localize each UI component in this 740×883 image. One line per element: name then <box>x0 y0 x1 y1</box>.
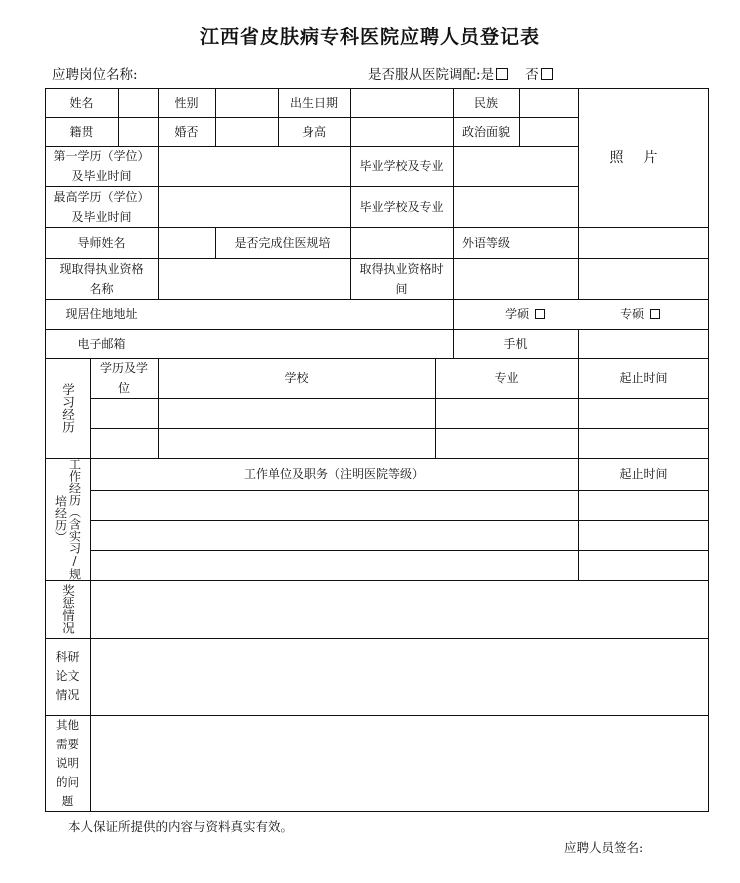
photo-box[interactable]: 照片 <box>609 149 678 166</box>
first-degree-input[interactable] <box>158 146 350 186</box>
other-line4: 的问 <box>56 775 79 789</box>
phone-input[interactable] <box>578 329 709 358</box>
work-row-1-period[interactable] <box>578 490 709 520</box>
highest-school-label: 毕业学校及专业 <box>359 199 444 214</box>
professional-master-checkbox[interactable] <box>650 309 660 319</box>
other-line3: 说明 <box>56 756 79 770</box>
study-section-label: 学习经历 <box>60 383 76 433</box>
research-line2: 论文 <box>55 669 80 683</box>
study-row-1-degree[interactable] <box>90 398 158 428</box>
study-row-2-degree[interactable] <box>90 428 158 458</box>
height-input[interactable] <box>350 117 453 146</box>
work-period-header: 起止时间 <box>619 467 668 481</box>
first-school-label: 毕业学校及专业 <box>359 159 444 173</box>
supervisor-label: 导师姓名 <box>77 235 126 250</box>
license-input[interactable] <box>158 258 350 299</box>
language-input[interactable] <box>519 227 578 258</box>
license-label <box>45 258 158 299</box>
work-section-label: 工作经历（含实习/规培经历） <box>53 458 82 580</box>
other-line1: 其他 <box>56 718 79 732</box>
study-period-header: 起止时间 <box>619 371 668 385</box>
license-time-label <box>350 258 453 299</box>
first-degree-line2: 及毕业时间 <box>71 169 132 183</box>
form-title: 江西省皮肤病专科医院应聘人员登记表 <box>199 26 540 48</box>
highest-degree-label <box>45 186 158 227</box>
name-input[interactable] <box>118 88 158 117</box>
professional-master-label: 专硕 <box>620 307 645 321</box>
gender-input[interactable] <box>215 88 278 117</box>
origin-label: 籍贯 <box>69 124 94 139</box>
study-row-2-school[interactable] <box>158 428 435 458</box>
address-label: 现居住地地址 <box>65 307 138 321</box>
awards-label: 奖惩情况 <box>60 584 76 634</box>
name-label: 姓名 <box>69 95 94 110</box>
obey-assignment-field <box>368 63 553 83</box>
phone-label: 手机 <box>503 336 528 351</box>
license-extra-input[interactable] <box>578 258 709 299</box>
study-row-1-major[interactable] <box>435 398 578 428</box>
first-degree-line1: 第一学历（学位） <box>53 149 150 163</box>
research-label <box>45 638 90 715</box>
guarantee-text: 本人保证所提供的内容与资料真实有效。 <box>68 819 294 834</box>
highest-school-input[interactable] <box>453 186 578 227</box>
academic-master-checkbox[interactable] <box>535 309 545 319</box>
other-input[interactable] <box>90 715 709 812</box>
yes-checkbox[interactable] <box>496 68 508 80</box>
license-line2: 名称 <box>89 281 114 296</box>
research-input[interactable] <box>90 638 709 715</box>
highest-degree-line1: 最高学历（学位） <box>53 189 150 204</box>
work-unit-header: 工作单位及职务（注明医院等级） <box>243 467 424 481</box>
awards-input[interactable] <box>90 580 709 638</box>
study-degree-line2: 位 <box>117 381 130 395</box>
birth-input[interactable] <box>350 88 453 117</box>
study-school-header: 学校 <box>284 371 309 385</box>
residency-input[interactable] <box>350 227 453 258</box>
email-label: 电子邮箱 <box>77 336 126 351</box>
first-degree-label <box>45 146 158 186</box>
marital-label: 婚否 <box>174 124 199 139</box>
gender-label: 性别 <box>174 95 199 110</box>
other-label <box>45 715 90 812</box>
study-row-1-period[interactable] <box>578 398 709 428</box>
research-line1: 科研 <box>55 650 80 664</box>
license-line1: 现取得执业资格 <box>59 261 144 276</box>
signature-label[interactable]: 应聘人员签名: <box>564 840 644 855</box>
research-line3: 情况 <box>55 688 80 702</box>
highest-degree-line2: 及毕业时间 <box>71 209 132 224</box>
political-label: 政治面貌 <box>461 124 510 139</box>
license-time-input[interactable] <box>453 258 578 299</box>
position-label: 应聘岗位名称: <box>52 67 138 83</box>
study-degree-header <box>90 358 158 398</box>
ethnicity-label: 民族 <box>473 95 498 110</box>
academic-master-option[interactable] <box>485 299 565 329</box>
other-line5: 题 <box>61 794 74 808</box>
marital-input[interactable] <box>215 117 278 146</box>
other-line2: 需要 <box>56 737 79 751</box>
work-row-2-unit[interactable] <box>90 520 578 550</box>
email-input[interactable] <box>158 329 453 358</box>
yes-label: 是 <box>480 67 495 83</box>
work-row-2-period[interactable] <box>578 520 709 550</box>
highest-degree-input[interactable] <box>158 186 350 227</box>
political-input[interactable] <box>519 117 578 146</box>
birth-label: 出生日期 <box>289 95 338 110</box>
license-time-line2: 间 <box>395 281 408 296</box>
study-degree-line1: 学历及学 <box>99 361 148 375</box>
position-field[interactable] <box>52 63 138 83</box>
residency-label: 是否完成住医规培 <box>234 235 331 250</box>
no-checkbox[interactable] <box>541 68 553 80</box>
work-row-1-unit[interactable] <box>90 490 578 520</box>
height-label: 身高 <box>301 124 326 139</box>
ethnicity-input[interactable] <box>519 88 578 117</box>
registration-table <box>45 88 709 812</box>
study-row-2-major[interactable] <box>435 428 578 458</box>
supervisor-input[interactable] <box>158 227 215 258</box>
origin-input[interactable] <box>118 117 158 146</box>
language-label: 外语等级 <box>461 235 510 250</box>
study-major-header: 专业 <box>494 371 519 385</box>
no-label: 否 <box>525 67 539 83</box>
address-input[interactable] <box>158 299 453 329</box>
first-school-input[interactable] <box>453 146 578 186</box>
obey-label: 是否服从医院调配: <box>368 67 481 83</box>
academic-master-label: 学硕 <box>505 307 530 321</box>
work-row-3-unit[interactable] <box>90 550 578 580</box>
study-row-1-school[interactable] <box>158 398 435 428</box>
license-time-line1: 取得执业资格时 <box>359 261 444 276</box>
study-row-2-period[interactable] <box>578 428 709 458</box>
work-row-3-period[interactable] <box>578 550 709 580</box>
professional-master-option[interactable] <box>600 299 680 329</box>
